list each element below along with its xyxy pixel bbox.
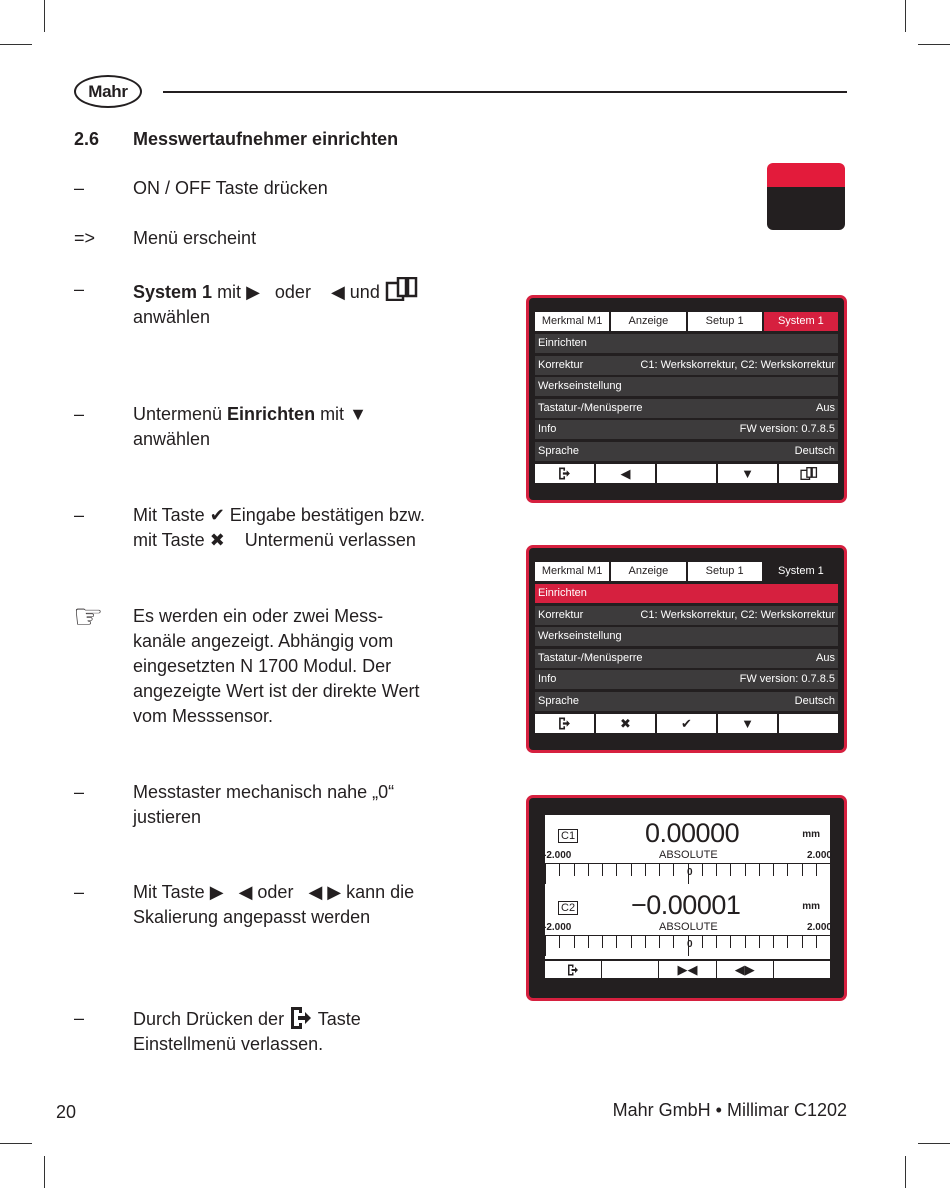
softkey-confirm[interactable]: ✔	[657, 714, 716, 733]
menu-row-info[interactable]	[535, 420, 838, 439]
menu-row-einrichten[interactable]	[535, 584, 838, 603]
scale-tick	[588, 864, 589, 876]
text-line: vom Messsensor.	[133, 706, 274, 726]
row-value: Aus	[816, 401, 835, 414]
tab-anzeige[interactable]: Anzeige	[611, 312, 685, 331]
crop-mark	[905, 1156, 906, 1188]
text-part: Taste	[313, 1009, 361, 1029]
row-label: Tastatur-/Menüsperre	[538, 401, 643, 414]
text-part: kann die	[341, 882, 415, 902]
channel-c2-min: -2.000	[543, 922, 572, 933]
menu-row-sperre[interactable]	[535, 399, 838, 418]
channel-c2-value: −0.00001	[631, 890, 741, 920]
menu-row-sprache[interactable]	[535, 442, 838, 461]
mahr-logo	[74, 75, 142, 108]
scale-tick	[802, 936, 803, 948]
softkey-down[interactable]: ▼	[718, 714, 777, 733]
left-right-arrows-icon: ◀ ▶	[308, 882, 342, 902]
scale-tick	[616, 864, 617, 876]
scale-tick	[816, 936, 817, 948]
screen-menu-einrichten	[526, 545, 847, 753]
text-line: eingesetzten N 1700 Modul. Der	[133, 656, 392, 676]
channel-c1-label: C1	[558, 829, 578, 843]
text-part: mit Taste	[133, 530, 210, 550]
exit-icon	[567, 964, 579, 976]
scale-tick	[787, 936, 788, 948]
menu-row-korrektur[interactable]	[535, 606, 838, 625]
channel-c1-max: 2.000	[806, 850, 832, 861]
scale-tick	[645, 864, 646, 876]
screen-measurement	[526, 795, 847, 1001]
channel-c2-mode: ABSOLUTE	[659, 921, 718, 933]
row-label: Einrichten	[538, 587, 587, 599]
scale-tick	[759, 864, 760, 876]
tab-system[interactable]: System 1	[764, 562, 838, 581]
row-label: Sprache	[538, 694, 579, 707]
scale-tick	[716, 936, 717, 948]
text-part: Untermenü verlassen	[224, 530, 416, 550]
menu-row-einrichten[interactable]	[535, 334, 838, 353]
row-value: FW version: 0.7.8.5	[739, 423, 835, 436]
softkey-pages[interactable]	[779, 464, 838, 483]
scale-tick	[545, 864, 546, 884]
measurement-display	[545, 815, 830, 959]
bold-term: Einrichten	[227, 404, 316, 424]
row-label: Sprache	[538, 444, 579, 457]
menu-list	[535, 334, 838, 461]
scale-tick	[702, 864, 703, 876]
row-value: Aus	[816, 651, 835, 664]
scale-tick	[773, 936, 774, 948]
scale-tick	[545, 936, 546, 956]
softkey-blank[interactable]	[602, 961, 658, 978]
tab-merkmal[interactable]: Merkmal M1	[535, 562, 609, 581]
step-text	[133, 277, 463, 330]
scale-tick	[559, 936, 560, 948]
dash-mark: –	[74, 782, 85, 802]
exit-icon	[558, 467, 571, 480]
tab-system[interactable]: System 1	[764, 312, 838, 331]
dash-mark: –	[74, 279, 85, 299]
crop-mark	[918, 1143, 950, 1144]
tab-anzeige[interactable]: Anzeige	[611, 562, 685, 581]
scale-tick	[830, 864, 831, 884]
step-text: Menü erscheint	[133, 228, 257, 248]
row-value: Deutsch	[794, 444, 835, 457]
key-top	[767, 163, 845, 187]
text-part: Eingabe bestätigen bzw.	[224, 505, 425, 525]
scale-tick	[745, 864, 746, 876]
dash-mark: –	[74, 178, 85, 198]
row-label: Werkseinstellung	[538, 630, 622, 643]
exit-icon	[289, 1006, 313, 1030]
key-bottom	[767, 187, 845, 230]
tab-setup[interactable]: Setup 1	[688, 562, 762, 581]
pointing-hand-icon: ☞	[73, 598, 104, 636]
crop-mark	[44, 1156, 45, 1188]
row-label: Einrichten	[538, 337, 587, 349]
text-part: Skalierung angepasst werden	[133, 907, 371, 927]
scale-tick	[559, 864, 560, 876]
menu-row-info[interactable]	[535, 670, 838, 689]
scale-tick	[702, 936, 703, 948]
text-part: mit	[212, 282, 247, 302]
pages-icon	[385, 277, 419, 301]
softkey-zoom-out[interactable]: ◀▶	[717, 961, 773, 978]
scale-tick	[574, 864, 575, 876]
scale-tick	[602, 864, 603, 876]
row-label: Korrektur	[538, 358, 584, 371]
scale-tick	[730, 864, 731, 876]
scale-tick	[659, 936, 660, 948]
left-arrow-icon: ◀	[238, 882, 253, 902]
crop-mark	[905, 0, 906, 32]
softkey-zoom-in[interactable]: ▶◀	[659, 961, 715, 978]
menu-row-werkseinstellung[interactable]	[535, 627, 838, 646]
row-value: Deutsch	[794, 694, 835, 707]
note-text	[133, 604, 473, 729]
softkey-blank[interactable]	[774, 961, 830, 978]
text-line: kanäle angezeigt. Abhängig vom	[133, 631, 394, 651]
scale-tick	[730, 936, 731, 948]
down-arrow-icon: ▼	[349, 404, 367, 424]
menu-list	[535, 584, 838, 711]
channel-c1-min: -2.000	[543, 850, 572, 861]
scale-tick	[816, 864, 817, 876]
menu-row-sperre[interactable]	[535, 649, 838, 668]
text-part	[224, 882, 239, 902]
pages-icon	[800, 467, 818, 480]
crop-mark	[0, 1143, 32, 1144]
softkey-blank[interactable]	[779, 714, 838, 733]
softkey-exit[interactable]	[535, 714, 594, 733]
row-label: Tastatur-/Menüsperre	[538, 651, 643, 664]
scale-tick	[802, 864, 803, 876]
step-text: ON / OFF Taste drücken	[133, 178, 328, 198]
text-part: und	[344, 282, 385, 302]
softkey-bar	[535, 464, 838, 483]
step-text	[133, 503, 473, 553]
screen-tabs	[535, 562, 838, 581]
scale-tick	[631, 864, 632, 876]
text-line: justieren	[133, 807, 202, 827]
crop-mark	[0, 44, 32, 45]
row-label: Korrektur	[538, 608, 584, 621]
channel-c2-unit: mm	[802, 901, 820, 912]
scale-tick	[773, 864, 774, 876]
dash-mark: –	[74, 1008, 85, 1028]
row-label: Werkseinstellung	[538, 380, 622, 393]
row-value: FW version: 0.7.8.5	[739, 673, 835, 686]
section-number: 2.6	[74, 129, 100, 149]
tab-merkmal[interactable]: Merkmal M1	[535, 312, 609, 331]
channel-c1-unit: mm	[802, 829, 820, 840]
step-text	[133, 780, 463, 830]
channel-c2-zero: 0	[687, 939, 693, 950]
page-number: 20	[56, 1102, 77, 1122]
screen-menu-system	[526, 295, 847, 503]
channel-c2-max: 2.000	[806, 922, 832, 933]
row-value: C1: Werkskorrektur, C2: Werkskorrektur	[640, 608, 835, 621]
scale-tick	[574, 936, 575, 948]
step-text	[133, 1006, 463, 1057]
arrow-mark: =>	[74, 228, 96, 248]
softkey-left[interactable]: ◀	[596, 464, 655, 483]
right-arrow-icon: ▶	[246, 282, 260, 302]
scale-tick	[716, 864, 717, 876]
row-label: Info	[538, 673, 557, 686]
scale-tick	[588, 936, 589, 948]
left-arrow-icon: ◀	[330, 282, 345, 302]
softkey-exit[interactable]	[535, 464, 594, 483]
channel-c2-label: C2	[558, 901, 578, 915]
scale-tick	[673, 864, 674, 876]
menu-row-korrektur[interactable]	[535, 356, 838, 375]
text-part: oder	[259, 282, 331, 302]
text-part: Mit Taste	[133, 882, 210, 902]
channel-c1-mode: ABSOLUTE	[659, 849, 718, 861]
on-off-key	[767, 163, 845, 230]
row-label: Info	[538, 423, 557, 436]
dash-mark: –	[74, 882, 85, 902]
scale-tick	[745, 936, 746, 948]
scale-tick	[673, 936, 674, 948]
text-line: Messtaster mechanisch nahe „0“	[133, 782, 395, 802]
softkey-blank[interactable]	[657, 464, 716, 483]
softkey-bar	[545, 961, 830, 978]
scale-tick	[631, 936, 632, 948]
text-part: Untermenü	[133, 404, 228, 424]
text-part: Durch Drücken der	[133, 1009, 290, 1029]
scale-tick	[616, 936, 617, 948]
text-part: oder	[252, 882, 309, 902]
menu-row-sprache[interactable]	[535, 692, 838, 711]
dash-mark: –	[74, 505, 85, 525]
cross-icon: ✖	[209, 530, 225, 550]
menu-row-werkseinstellung[interactable]	[535, 377, 838, 396]
right-arrow-icon: ▶	[209, 882, 224, 902]
text-line: angezeigte Wert ist der direkte Wert	[133, 681, 420, 701]
dash-mark: –	[74, 404, 85, 424]
channel-c1-value: 0.00000	[645, 818, 740, 848]
check-icon: ✔	[209, 505, 225, 525]
softkey-cancel[interactable]: ✖	[596, 714, 655, 733]
step-text	[133, 880, 473, 930]
scale-tick	[830, 936, 831, 956]
tab-setup[interactable]: Setup 1	[688, 312, 762, 331]
text-part: mit	[315, 404, 350, 424]
scale-tick	[659, 864, 660, 876]
scale-tick	[787, 864, 788, 876]
crop-mark	[918, 44, 950, 45]
logo-text: Mahr	[88, 81, 128, 101]
header-rule	[163, 91, 847, 93]
text-part: Mit Taste	[133, 505, 210, 525]
exit-icon	[558, 717, 571, 730]
channel-c1-zero: 0	[687, 867, 693, 878]
text-line: Es werden ein oder zwei Mess-	[133, 606, 384, 626]
text-part: anwählen	[133, 307, 211, 327]
text-part: anwählen	[133, 429, 211, 449]
scale-tick	[645, 936, 646, 948]
bold-term: System 1	[133, 282, 213, 302]
scale-tick	[759, 936, 760, 948]
scale-tick	[602, 936, 603, 948]
softkey-down[interactable]: ▼	[718, 464, 777, 483]
footer-brand: Mahr GmbH • Millimar C1202	[612, 1100, 847, 1120]
softkey-exit[interactable]	[545, 961, 601, 978]
step-text	[133, 402, 463, 452]
softkey-bar	[535, 714, 838, 733]
section-title: Messwertaufnehmer einrichten	[133, 129, 399, 149]
text-part: Einstellmenü verlassen.	[133, 1034, 324, 1054]
crop-mark	[44, 0, 45, 32]
row-value: C1: Werkskorrektur, C2: Werkskorrektur	[640, 358, 835, 371]
screen-tabs	[535, 312, 838, 331]
